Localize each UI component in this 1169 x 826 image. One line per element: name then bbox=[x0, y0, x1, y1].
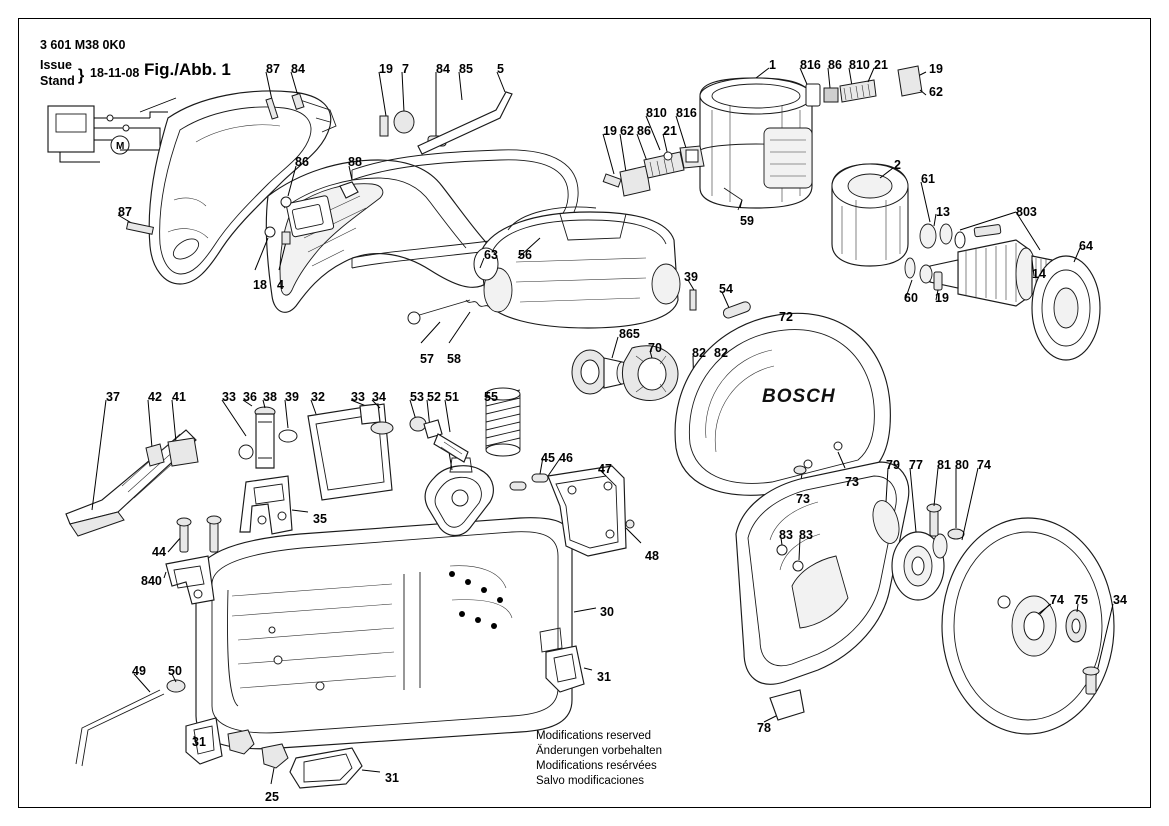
callout-number: 70 bbox=[648, 341, 662, 355]
callout-number: 54 bbox=[719, 282, 733, 296]
callout-number: 53 bbox=[410, 390, 424, 404]
issue-date: 18-11-08 bbox=[90, 66, 140, 80]
callout-number: 810 bbox=[849, 58, 870, 72]
callout-number: 83 bbox=[799, 528, 813, 542]
springs-rods bbox=[408, 300, 520, 456]
callout-number: 14 bbox=[1032, 267, 1046, 281]
callout-number: 88 bbox=[348, 155, 362, 169]
callout-number: 30 bbox=[600, 605, 614, 619]
callout-number: 19 bbox=[603, 124, 617, 138]
footer-line-2: Änderungen vorbehalten bbox=[536, 745, 662, 757]
callout-number: 37 bbox=[106, 390, 120, 404]
callout-number: 35 bbox=[313, 512, 327, 526]
footer-line-1: Modifications reserved bbox=[536, 730, 652, 742]
callout-number: 61 bbox=[921, 172, 935, 186]
handle-housing-right bbox=[266, 160, 496, 312]
callout-number: 18 bbox=[253, 278, 267, 292]
callout-number: 32 bbox=[311, 390, 325, 404]
brace-bracket: } bbox=[78, 67, 85, 84]
callout-number: 50 bbox=[168, 664, 182, 678]
callout-number: 63 bbox=[484, 248, 498, 262]
callout-number: 803 bbox=[1016, 205, 1037, 219]
callout-number: 78 bbox=[757, 721, 771, 735]
callout-number: 55 bbox=[484, 390, 498, 404]
callout-number: 31 bbox=[192, 735, 206, 749]
callout-number: 52 bbox=[427, 390, 441, 404]
callout-number: 80 bbox=[955, 458, 969, 472]
callout-number: 74 bbox=[977, 458, 991, 472]
callout-number: 64 bbox=[1079, 239, 1093, 253]
callout-number: 74 bbox=[1050, 593, 1064, 607]
callout-number: 41 bbox=[172, 390, 186, 404]
callout-number: 1 bbox=[769, 58, 776, 72]
callout-number: 49 bbox=[132, 664, 146, 678]
stand-label: Stand bbox=[40, 74, 75, 88]
callout-number: 83 bbox=[779, 528, 793, 542]
callout-number: 44 bbox=[152, 545, 166, 559]
brand-text: BOSCH bbox=[762, 386, 836, 407]
stator bbox=[832, 164, 908, 266]
callout-number: 60 bbox=[904, 291, 918, 305]
callout-number: 84 bbox=[436, 62, 450, 76]
callout-number: 5 bbox=[497, 62, 504, 76]
callout-number: 45 bbox=[541, 451, 555, 465]
callout-number: 86 bbox=[637, 124, 651, 138]
callout-number: 75 bbox=[1074, 593, 1088, 607]
callout-number: 33 bbox=[351, 390, 365, 404]
part-number: 3 601 M38 0K0 bbox=[40, 38, 126, 52]
callout-number: 31 bbox=[597, 670, 611, 684]
callout-number: 42 bbox=[148, 390, 162, 404]
callout-number: 86 bbox=[828, 58, 842, 72]
callout-number: 7 bbox=[402, 62, 409, 76]
callout-number: 79 bbox=[886, 458, 900, 472]
callout-number: 4 bbox=[277, 278, 284, 292]
gear-housing bbox=[474, 207, 680, 328]
callout-number: 62 bbox=[929, 85, 943, 99]
callout-number: 19 bbox=[929, 62, 943, 76]
callout-number: 56 bbox=[518, 248, 532, 262]
callout-number: 87 bbox=[118, 205, 132, 219]
callout-number: 19 bbox=[379, 62, 393, 76]
callout-number: 34 bbox=[1113, 593, 1127, 607]
callout-number: 36 bbox=[243, 390, 257, 404]
callout-number: 38 bbox=[263, 390, 277, 404]
callout-number: 57 bbox=[420, 352, 434, 366]
callout-number: 73 bbox=[796, 492, 810, 506]
callout-number: 59 bbox=[740, 214, 754, 228]
issue-label: Issue bbox=[40, 58, 72, 72]
callout-number: 47 bbox=[598, 462, 612, 476]
callout-number: 13 bbox=[936, 205, 950, 219]
callout-number: 2 bbox=[894, 158, 901, 172]
footer-line-4: Salvo modificaciones bbox=[536, 775, 645, 787]
callout-number: 816 bbox=[676, 106, 697, 120]
footer-line-3: Modifications resérvées bbox=[536, 760, 657, 772]
callout-number: 73 bbox=[845, 475, 859, 489]
callout-number: 77 bbox=[909, 458, 923, 472]
callout-number: 21 bbox=[874, 58, 888, 72]
callout-number: 816 bbox=[800, 58, 821, 72]
callout-number: 33 bbox=[222, 390, 236, 404]
callout-number: 46 bbox=[559, 451, 573, 465]
callout-number: 82 bbox=[692, 346, 706, 360]
callout-number: 85 bbox=[459, 62, 473, 76]
callout-number: 82 bbox=[714, 346, 728, 360]
callout-number: 58 bbox=[447, 352, 461, 366]
callout-number: 25 bbox=[265, 790, 279, 804]
callout-number: 81 bbox=[937, 458, 951, 472]
callout-number: 86 bbox=[295, 155, 309, 169]
svg-text:M: M bbox=[116, 141, 125, 152]
figure-title: Fig./Abb. 1 bbox=[144, 60, 231, 79]
motor-housing bbox=[700, 68, 812, 210]
callout-number: 34 bbox=[372, 390, 386, 404]
callout-number: 51 bbox=[445, 390, 459, 404]
base-table bbox=[196, 518, 596, 749]
callout-number: 21 bbox=[663, 124, 677, 138]
callout-number: 62 bbox=[620, 124, 634, 138]
callout-number: 84 bbox=[291, 62, 305, 76]
callout-number: 865 bbox=[619, 327, 640, 341]
callout-number: 39 bbox=[285, 390, 299, 404]
callout-number: 48 bbox=[645, 549, 659, 563]
callout-number: 87 bbox=[266, 62, 280, 76]
brush-holder-left bbox=[603, 116, 704, 196]
callout-number: 72 bbox=[779, 310, 793, 324]
callout-number: 31 bbox=[385, 771, 399, 785]
callout-number: 19 bbox=[935, 291, 949, 305]
callout-number: 840 bbox=[141, 574, 162, 588]
callout-number: 39 bbox=[684, 270, 698, 284]
callout-number: 810 bbox=[646, 106, 667, 120]
